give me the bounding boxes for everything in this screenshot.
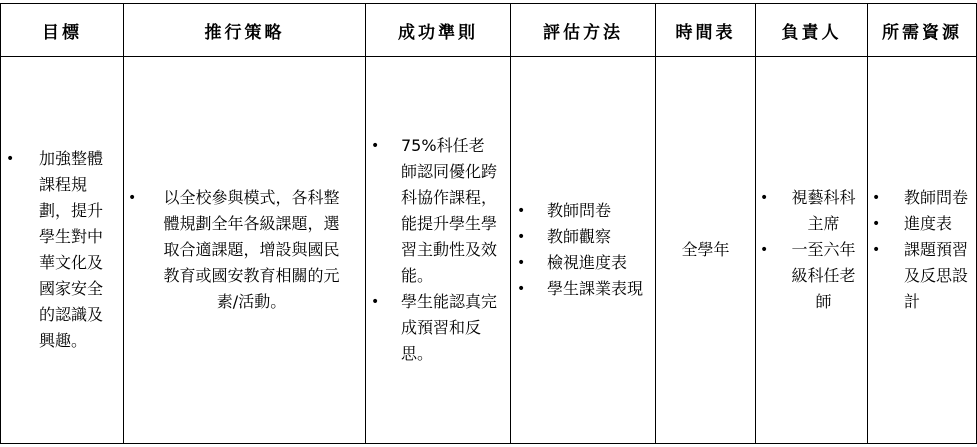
timeline-cell: 全學年 <box>656 57 756 444</box>
objective-item: • 加強整體課程規劃，提升學生對中華文化及國家安全的認識及興趣。 <box>39 146 113 354</box>
header-evaluation: 評估方法 <box>511 4 656 57</box>
header-resources: 所需資源 <box>868 4 977 57</box>
resources-item: • 教師問卷 <box>904 185 970 211</box>
strategy-list <box>124 185 365 315</box>
evaluation-cell <box>511 57 656 444</box>
evaluation-item: • 教師觀察 <box>547 224 647 250</box>
body-row <box>1 57 977 444</box>
criteria-item: • 學生能認真完成預習和反思。 <box>401 289 500 367</box>
resources-item: • 課題預習及反思設計 <box>904 237 970 315</box>
header-timeline: 時間表 <box>656 4 756 57</box>
criteria-item: • 75%科任老師認同優化跨科協作課程，能提升學生學習主動性及效能。 <box>401 133 500 289</box>
header-objective: 目標 <box>1 4 124 57</box>
strategy-cell <box>124 57 366 444</box>
resources-item: • 進度表 <box>904 211 970 237</box>
evaluation-item: • 檢視進度表 <box>547 250 647 276</box>
responsible-list <box>756 185 867 315</box>
evaluation-item: • 學生課業表現 <box>547 276 647 302</box>
header-strategy: 推行策略 <box>124 4 366 57</box>
criteria-list <box>366 133 510 367</box>
responsible-item: • 視藝科科主席 <box>790 185 857 237</box>
responsible-cell <box>756 57 868 444</box>
evaluation-list <box>511 198 655 302</box>
header-criteria: 成功準則 <box>366 4 511 57</box>
evaluation-item: • 教師問卷 <box>547 198 647 224</box>
plan-table <box>0 3 977 444</box>
resources-cell <box>868 57 977 444</box>
resources-list <box>868 185 976 315</box>
strategy-item: • 以全校參與模式，各科整體規劃全年各級課題，選取合適課題，增設與國民教育或國安教育相關的元素/活動。 <box>156 185 347 315</box>
header-row <box>1 4 977 57</box>
responsible-item: • 一至六年級科任老師 <box>790 237 857 315</box>
criteria-cell <box>366 57 511 444</box>
objective-list <box>1 146 123 354</box>
objective-cell <box>1 57 124 444</box>
header-responsible: 負責人 <box>756 4 868 57</box>
